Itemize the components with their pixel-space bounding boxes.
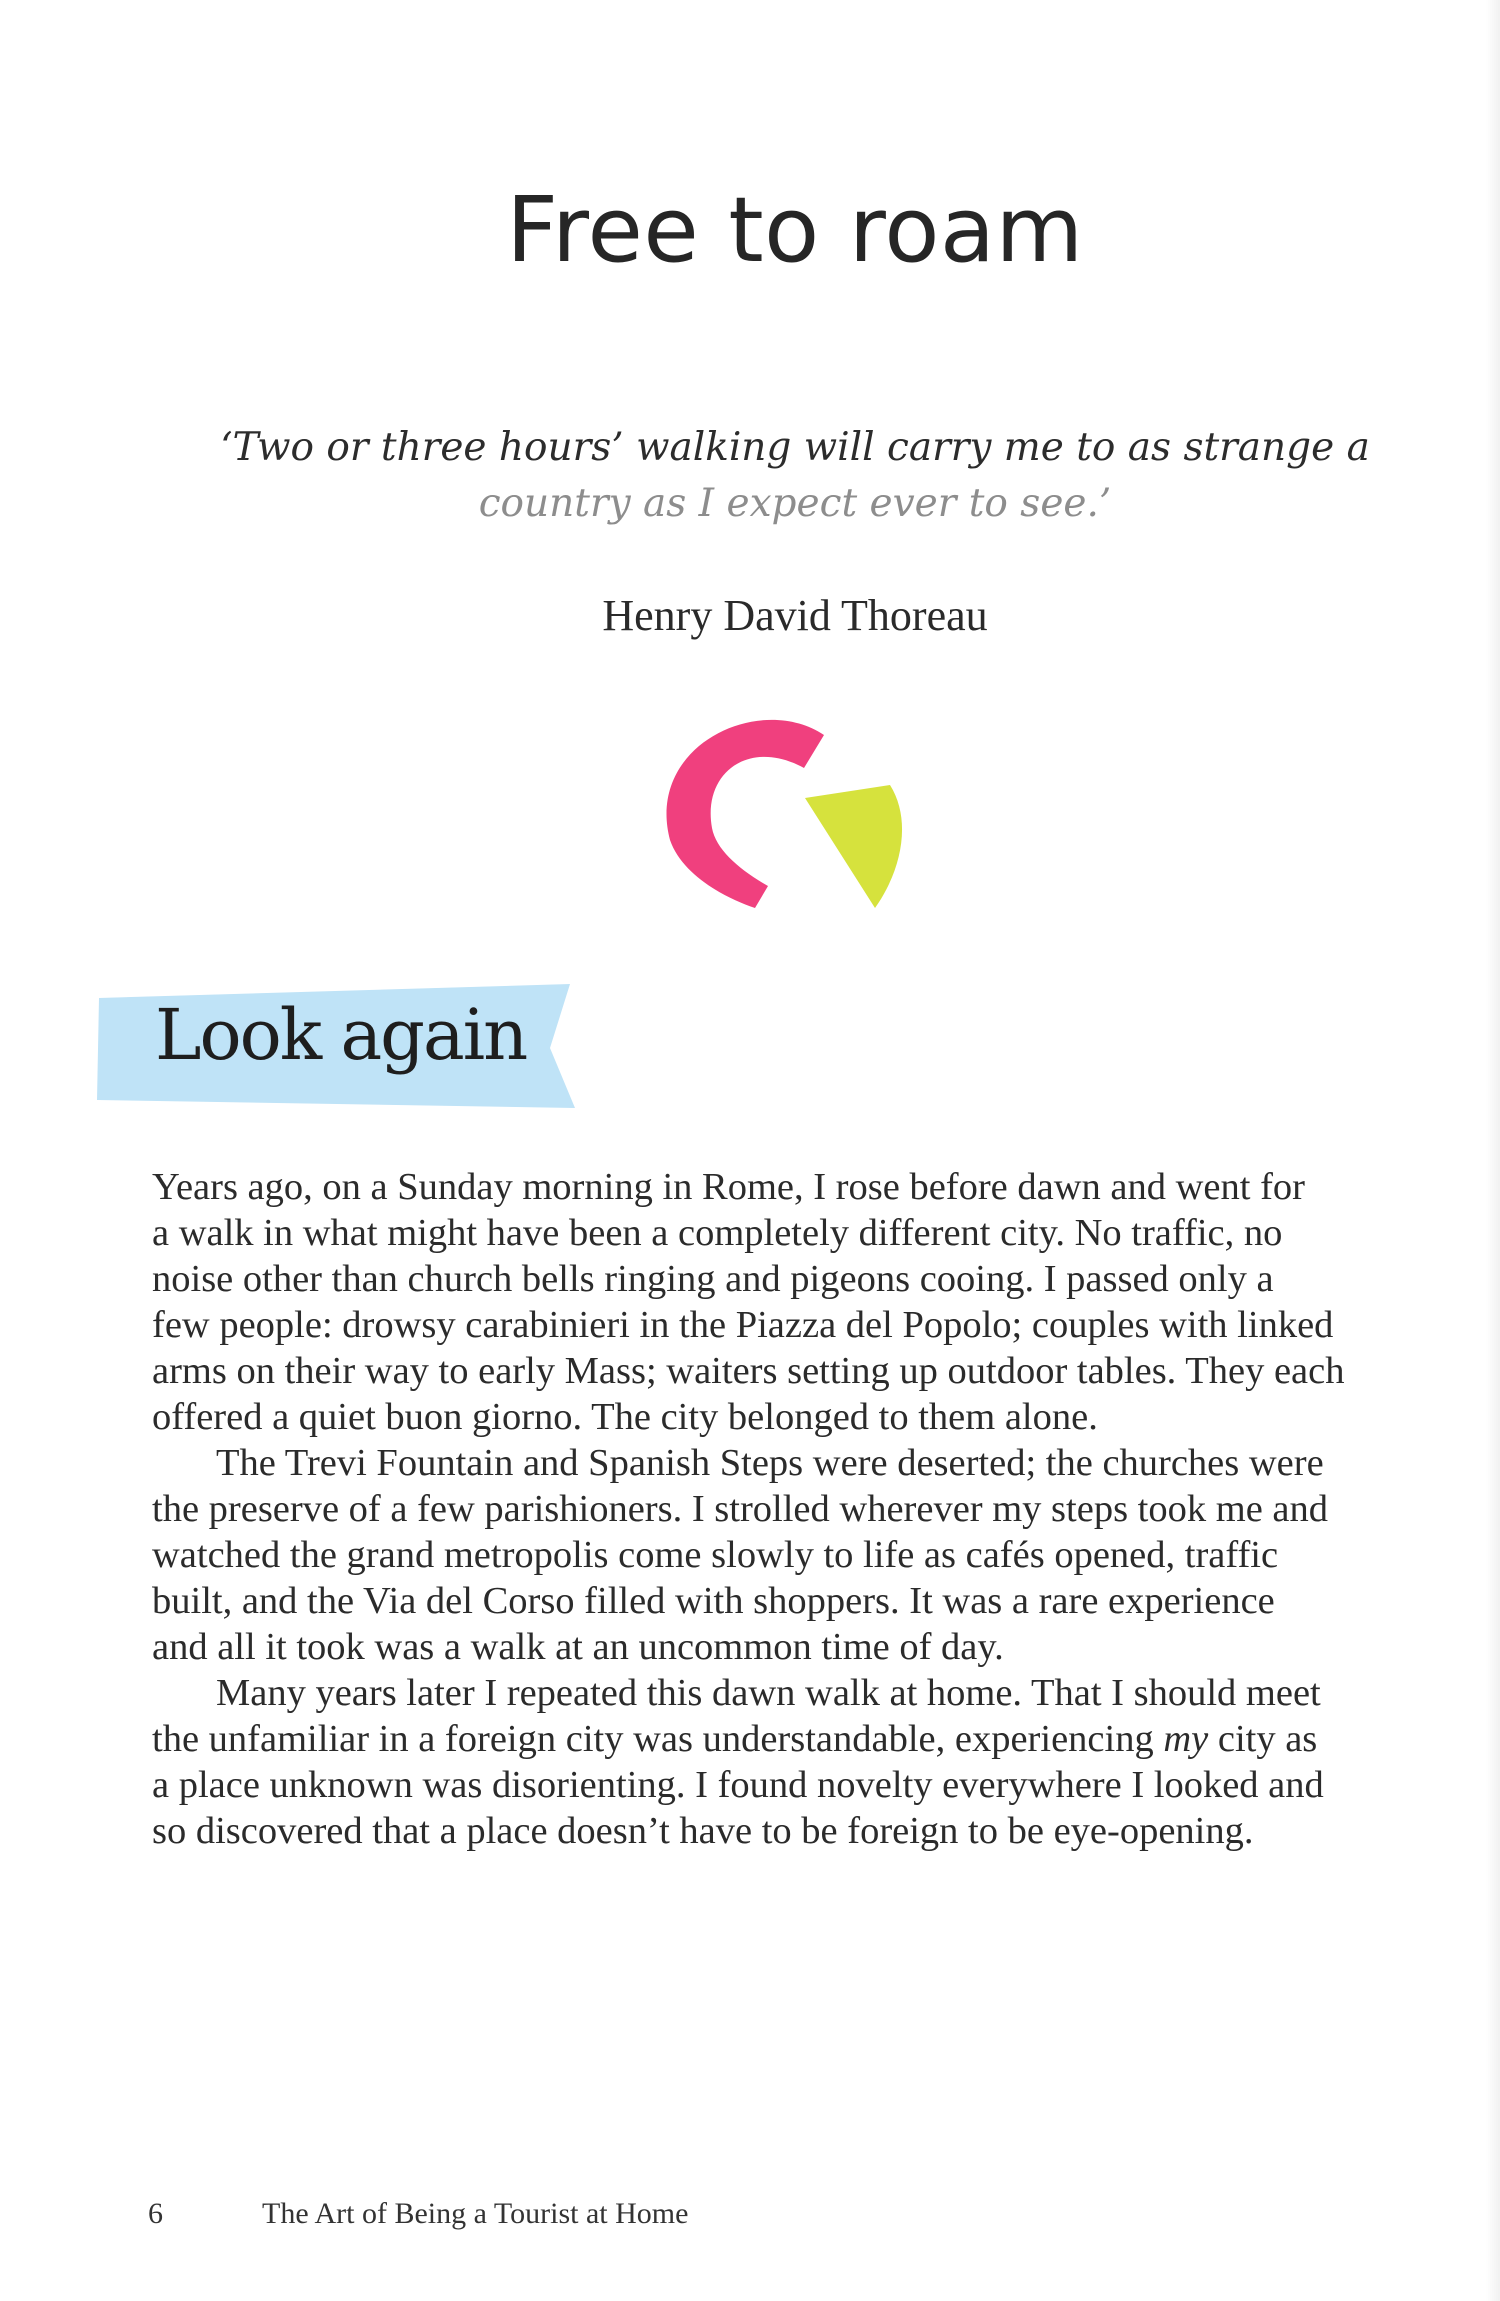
text-line: the preserve of a few parishioners. I strolled wherever my steps took me and [152,1488,1328,1530]
text-line: built, and the Via del Corso filled with shoppers. It was a rare experience [152,1580,1275,1622]
text-line: a place unknown was disorienting. I found novelty everywhere I looked and [152,1764,1324,1806]
text-fragment: city as [1208,1718,1318,1760]
paragraph-1 [152,1164,1412,1440]
page-number: 6 [148,2197,163,2230]
pink-arc-shape [667,720,824,908]
body-text [152,1164,1412,1854]
epigraph-quote [0,420,1500,532]
text-fragment: the unfamiliar in a foreign city was understandable, experiencing [152,1718,1164,1760]
epigraph-line-1: ‘Two or three hours’ walking will carry me to as strange a [220,425,1370,470]
text-line: noise other than church bells ringing and pigeons cooing. I passed only a [152,1258,1274,1300]
text-line: a walk in what might have been a completely different city. No traffic, no [152,1212,1283,1254]
green-half-circle-shape [805,785,902,908]
pink-arc-and-green-half-circle-icon [650,690,930,930]
running-footer-title: The Art of Being a Tourist at Home [262,2197,689,2230]
text-line: few people: drowsy carabinieri in the Piazza del Popolo; couples with linked [152,1304,1334,1346]
paragraph-3 [152,1670,1412,1854]
page-edge [1486,0,1500,2301]
epigraph-author: Henry David Thoreau [602,591,988,640]
text-line: watched the grand metropolis come slowly to life as cafés opened, traffic [152,1534,1279,1576]
chapter-title: Free to roam [506,178,1084,283]
paragraph-2 [152,1440,1412,1670]
text-line [152,1718,1317,1760]
text-line: Years ago, on a Sunday morning in Rome, I rose before dawn and went for [152,1166,1305,1208]
text-line: and all it took was a walk at an uncommon time of day. [152,1626,1004,1668]
section-heading: Look again [155,994,527,1076]
text-line: The Trevi Fountain and Spanish Steps were deserted; the churches were [216,1442,1324,1484]
section-banner [95,980,580,1112]
epigraph-line-2: country as I expect ever to see.’ [478,481,1112,526]
decorative-ornament-icon [650,690,930,930]
text-line: so discovered that a place doesn’t have to be foreign to be eye-opening. [152,1810,1254,1852]
text-line: offered a quiet buon giorno. The city belonged to them alone. [152,1396,1098,1438]
text-line: Many years later I repeated this dawn walk at home. That I should meet [216,1672,1321,1714]
text-line: arms on their way to early Mass; waiters setting up outdoor tables. They each [152,1350,1345,1392]
emphasis-my: my [1163,1718,1209,1760]
